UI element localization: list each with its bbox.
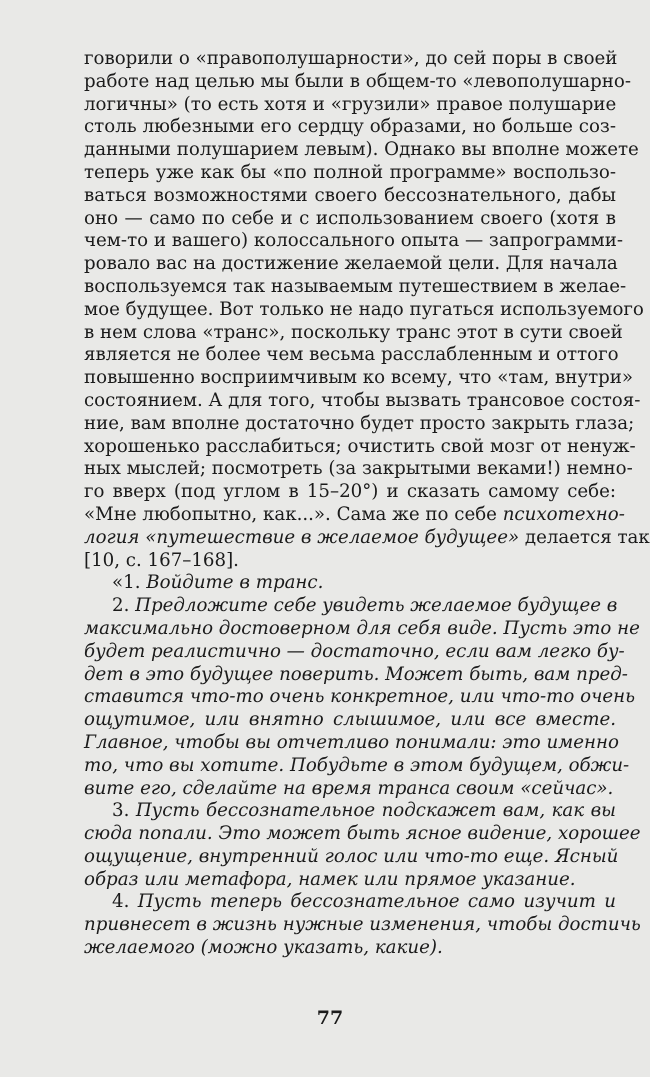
text-line: логия «путешествие в желаемое будущее» делается так bbox=[84, 526, 650, 548]
text-line: работе над целью мы были в общем-то «левополушарно- bbox=[84, 70, 632, 92]
text-line: «Мне любопытно, как...». Сама же по себе психотехно- bbox=[84, 503, 625, 525]
text-line: является не более чем весьма расслабленным и оттого bbox=[84, 344, 619, 366]
text-line: «1. Войдите в транс. bbox=[112, 572, 324, 594]
text-line: логичны» (то есть хотя и «грузили» правое полушарие bbox=[84, 93, 617, 115]
text-line: Главное, чтобы вы отчетливо понимали: это именно bbox=[84, 731, 619, 753]
text-line: будет реалистично — достаточно, если вам легко бу- bbox=[84, 640, 625, 662]
text-line: 4. Пусть теперь бессознательное само изучит и bbox=[112, 891, 616, 913]
text-line: повышенно восприимчивым ко всему, что «там, внутри» bbox=[84, 367, 634, 389]
text-line: привнесет в жизнь нужные изменения, чтобы достичь bbox=[84, 914, 641, 936]
text-line: вите его, сделайте на время транса своим «сейчас». bbox=[84, 777, 614, 799]
text-line: воспользуемся так называемым путешествием в желае- bbox=[84, 275, 627, 297]
text-line: образ или метафора, намек или прямое указание. bbox=[84, 868, 576, 890]
text-line: ощущение, внутренний голос или что-то еще. Ясный bbox=[84, 845, 619, 867]
text-line: столь любезными его сердцу образами, но больше соз- bbox=[84, 116, 616, 138]
text-line: то, что вы хотите. Побудьте в этом будущем, обжи- bbox=[84, 754, 630, 776]
text-line: 2. Предложите себе увидеть желаемое будущее в bbox=[112, 595, 618, 617]
text-line: теперь уже как бы «по полной программе» воспользо- bbox=[84, 161, 616, 183]
text-line: оно — само по себе и с использованием своего (хотя в bbox=[84, 207, 616, 229]
text-line: ощутимое, или внятно слышимое, или все вместе. bbox=[84, 709, 616, 731]
text-line: хорошенько расслабиться; очистить свой мозг от ненуж- bbox=[84, 435, 636, 457]
text-line: ных мыслей; посмотреть (за закрытыми веками!) немно- bbox=[84, 458, 633, 480]
text-line: данными полушарием левым). Однако вы вполне можете bbox=[84, 139, 639, 161]
text-line: ние, вам вполне достаточно будет просто закрыть глаза; bbox=[84, 412, 635, 434]
text-line: го вверх (под углом в 15–20°) и сказать самому себе: bbox=[84, 481, 616, 503]
text-line: сюда попали. Это может быть ясное видение, хорошее bbox=[84, 823, 641, 845]
text-line: ваться возможностями своего бессознательного, дабы bbox=[84, 184, 616, 206]
page-body-text bbox=[84, 48, 650, 960]
text-line: ровало вас на достижение желаемой цели. Для начала bbox=[84, 253, 618, 275]
text-line: максимально достоверном для себя виде. Пусть это не bbox=[84, 617, 640, 639]
text-line: чем-то и вашего) колоссального опыта — запрограмми- bbox=[84, 230, 623, 252]
text-line: говорили о «правополушарности», до сей поры в своей bbox=[84, 48, 618, 69]
text-line: мое будущее. Вот только не надо пугаться используемого bbox=[84, 298, 644, 320]
text-line: [10, с. 167–168]. bbox=[84, 549, 239, 571]
text-line: дет в это будущее поверить. Может быть, вам пред- bbox=[84, 663, 628, 685]
text-line: в нем слова «транс», поскольку транс этот в сути своей bbox=[84, 321, 623, 343]
text-line: желаемого (можно указать, какие). bbox=[84, 937, 443, 959]
text-line: состоянием. А для того, чтобы вызвать трансовое состоя- bbox=[84, 389, 641, 411]
page-number: 77 bbox=[316, 1007, 344, 1029]
text-line: ставится что-то очень конкретное, или что-то очень bbox=[84, 686, 636, 708]
text-line: 3. Пусть бессознательное подскажет вам, как вы bbox=[112, 800, 616, 822]
